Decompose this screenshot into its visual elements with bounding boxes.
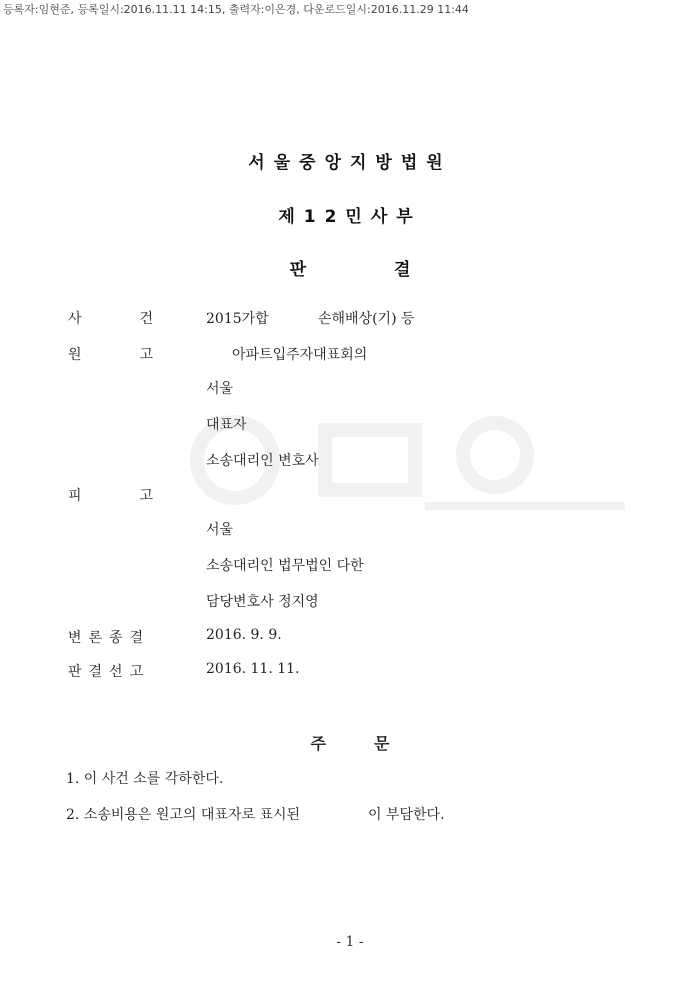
judgment-title-char-1: 판	[289, 260, 306, 280]
judgment-title	[0, 255, 700, 280]
defendant-attorney-firm: 소송대리인 법무법인 다한	[206, 558, 364, 574]
page-number: - 1 -	[336, 934, 364, 950]
defendant-label: 피 고	[68, 488, 154, 504]
plaintiff-label: 원 고	[68, 347, 154, 363]
ruling-item-2-end: 이 부담한다.	[368, 807, 445, 823]
case-label: 사 건	[68, 311, 154, 327]
ruling-item-1: 1. 이 사건 소를 각하한다.	[66, 771, 224, 787]
case-number: 2015가합	[206, 311, 269, 327]
plaintiff-name: 아파트입주자대표회의	[232, 347, 368, 363]
plaintiff-attorney: 소송대리인 변호사	[206, 453, 319, 469]
plaintiff-representative: 대표자	[206, 417, 247, 433]
verdict-date-label: 판결선고	[68, 664, 151, 680]
case-name: 손해배상(기) 등	[318, 311, 415, 327]
defendant-attorney: 담당변호사 정지영	[206, 594, 319, 610]
plaintiff-address: 서울	[206, 381, 234, 397]
document-print-metadata: 등록자:임현준, 등록일시:2016.11.11 14:15, 출력자:이은경, 다운로드일시:2016.11.29 11:44	[3, 3, 469, 16]
ruling-heading: 주 문	[310, 734, 390, 753]
verdict-date: 2016. 11. 11.	[206, 661, 300, 677]
ruling-item-2: 2. 소송비용은 원고의 대표자로 표시된	[66, 807, 301, 823]
judgment-title-char-2: 결	[394, 260, 411, 280]
closing-argument-label: 변론종결	[68, 630, 151, 646]
defendant-address: 서울	[206, 522, 234, 538]
closing-argument-date: 2016. 9. 9.	[206, 627, 282, 643]
court-name: 서울중앙지방법원	[248, 153, 452, 173]
court-division: 제12민사부	[278, 207, 422, 227]
